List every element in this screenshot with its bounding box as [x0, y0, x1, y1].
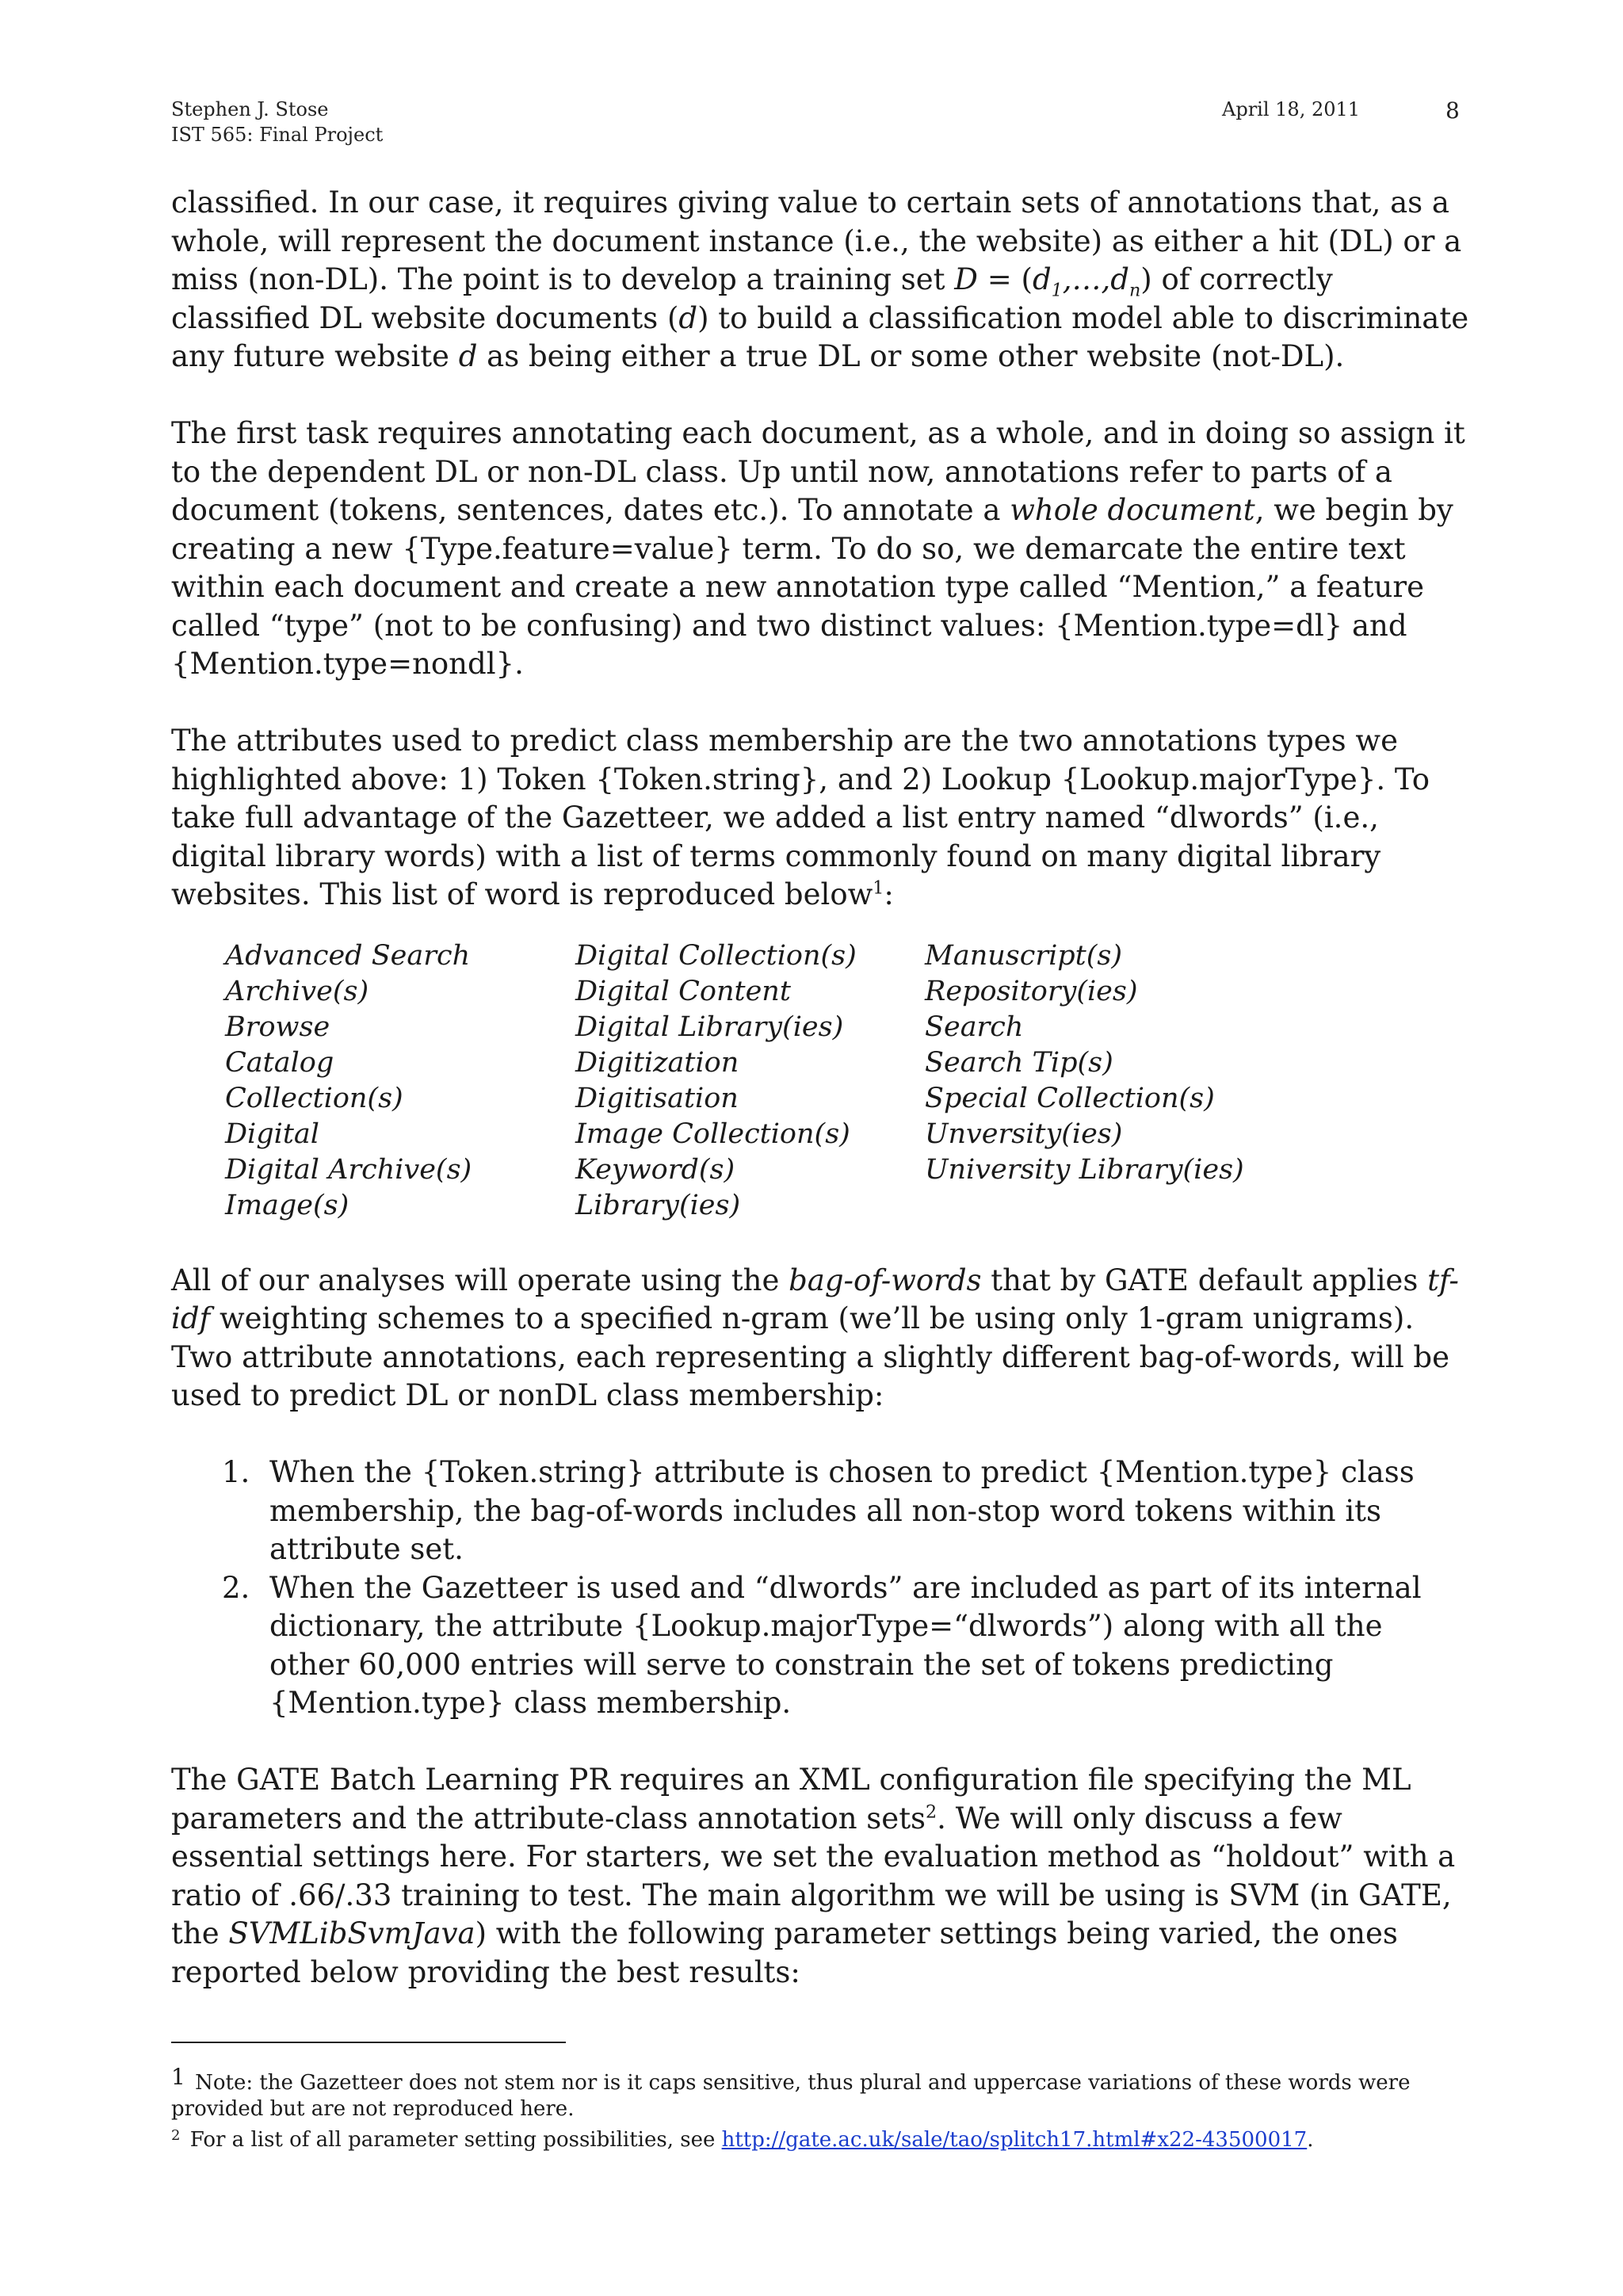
dlword-item: Library(ies) — [575, 1189, 741, 1221]
footnote-ref-1: 1 — [873, 877, 884, 899]
body-text — [171, 184, 1471, 2030]
paragraph-4: All of our analyses will operate using the bag-of-words that by GATE default applies tf-idf weighting schemes to a specified n-gram (we’ll be using only 1-gram unigrams). Two attribute annotations, each representing a slightly different bag-of-words, will be used to predict DL or nonDL class membership: — [171, 1263, 1459, 1412]
dlword-item: University Library(ies) — [925, 1153, 1244, 1186]
list-number: 1. — [222, 1455, 250, 1489]
dlword-item: Digital Library(ies) — [575, 1010, 844, 1043]
dlwords-column-3 — [925, 938, 1244, 1188]
footnotes — [171, 2064, 1471, 2153]
dlword-item: Image(s) — [225, 1189, 349, 1221]
dlwords-list — [171, 938, 1471, 1224]
dlword-item: Special Collection(s) — [925, 1082, 1215, 1114]
dlword-item: Digital Content — [575, 975, 791, 1007]
footnote-1-mark: 1 — [171, 2064, 185, 2090]
dlword-item: Keyword(s) — [575, 1153, 735, 1186]
dlword-item: Digital Collection(s) — [575, 939, 857, 972]
header-author: Stephen J. Stose — [171, 98, 329, 120]
page-number: 8 — [1445, 97, 1460, 124]
dlword-item: Search Tip(s) — [925, 1046, 1113, 1079]
dlwords-column-2 — [575, 938, 857, 1224]
footnote-divider — [171, 2042, 566, 2043]
list-item-text: When the {Token.string} attribute is chosen to predict {Mention.type} class membership, the bag-of-words includes all non-stop word tokens within its attribute set. — [269, 1455, 1415, 1566]
dlwords-column-1 — [225, 938, 472, 1224]
running-header-left — [171, 97, 383, 147]
paragraph-2: The first task requires annotating each document, as a whole, and in doing so assign it to the dependent DL or non-DL class. Up until now, annotations refer to parts of a document (tokens, sentences, dates etc.). To annotate a whole document, we begin by creating a new {Type.feature=value} term. To do so, we demarcate the entire text within each document and create a new annotation type called “Mention,” a feature called “type” (not to be confusing) and two distinct values: {Mention.type=dl} and {Mention.type=nondl}. — [171, 416, 1465, 681]
dlword-item: Unversity(ies) — [925, 1117, 1123, 1150]
header-date: April 18, 2011 — [1222, 98, 1361, 120]
dlword-item: Image Collection(s) — [575, 1117, 850, 1150]
dlword-item: Manuscript(s) — [925, 939, 1123, 972]
dlword-item: Catalog — [225, 1046, 334, 1079]
dlword-item: Advanced Search — [225, 939, 471, 972]
attribute-list — [171, 1454, 1471, 1723]
paragraph-1: classified. In our case, it requires giving value to certain sets of annotations that, as a whole, will represent the document instance (i.e., the website) as either a hit (DL) or a miss (non-DL). The point is to develop a training set $D = (d_1,\dots,d_n)$ of correctly classified DL website documents (d) to build a classification model able to discriminate any future website d as being either a true DL or some other website (not-DL). — [171, 185, 1469, 373]
dlword-item: Digitization — [575, 1046, 739, 1079]
dlword-item: Digitisation — [575, 1082, 739, 1114]
footnote-2: $^2$ For a list of all parameter setting possibilities, see http://gate.ac.uk/sale/tao/splitch17.html#x22-43500017. — [171, 2127, 1314, 2152]
list-item — [171, 1569, 1471, 1723]
dlword-item: Digital Archive(s) — [225, 1153, 472, 1186]
dlword-item: Repository(ies) — [925, 975, 1138, 1007]
dlword-item: Digital — [225, 1117, 319, 1150]
dlword-item: Browse — [225, 1010, 330, 1043]
dlword-item: Search — [925, 1010, 1024, 1043]
paragraph-3: The attributes used to predict class membership are the two annotations types we highlighted above: 1) Token {Token.string}, and 2) Lookup {Lookup.majorType}. To take full advantage of the Gazetteer, we added a list entry named “dlwords” (i.e., digital library words) with a list of terms commonly found on many digital library websites. This list of word is reproduced below$^1$: — [171, 724, 1430, 911]
list-item-text: When the Gazetteer is used and “dlwords” are included as part of its internal dictionary, the attribute {Lookup.majorType=“dlwords”) along with all the other 60,000 entries will serve to constrain the set of tokens predicting {Mention.type} class membership. — [269, 1570, 1422, 1720]
list-number: 2. — [222, 1570, 250, 1605]
list-item — [171, 1454, 1471, 1569]
header-course: IST 565: Final Project — [171, 124, 384, 146]
dlword-item: Archive(s) — [225, 975, 369, 1007]
dlword-item: Collection(s) — [225, 1082, 403, 1114]
gate-doc-link[interactable]: http://gate.ac.uk/sale/tao/splitch17.html#x22-43500017 — [721, 2128, 1308, 2152]
footnote-1: 1 Note: the Gazetteer does not stem nor is it caps sensitive, thus plural and uppercase variations of these words were provided but are not reproduced here. — [171, 2064, 1411, 2121]
paragraph-5: The GATE Batch Learning PR requires an XML configuration file specifying the ML parameters and the attribute-class annotation sets$^2$. We will only discuss a few essential settings here. For starters, we set the evaluation method as “holdout” with a ratio of .66/.33 training to test. The main algorithm we will be using is SVM (in GATE, the SVMLibSvmJava) with the following parameter settings being varied, the ones reported below providing the best results: — [171, 1763, 1456, 1989]
footnote-ref-2: 2 — [926, 1801, 938, 1823]
footnote-2-mark: 2 — [171, 2127, 181, 2144]
